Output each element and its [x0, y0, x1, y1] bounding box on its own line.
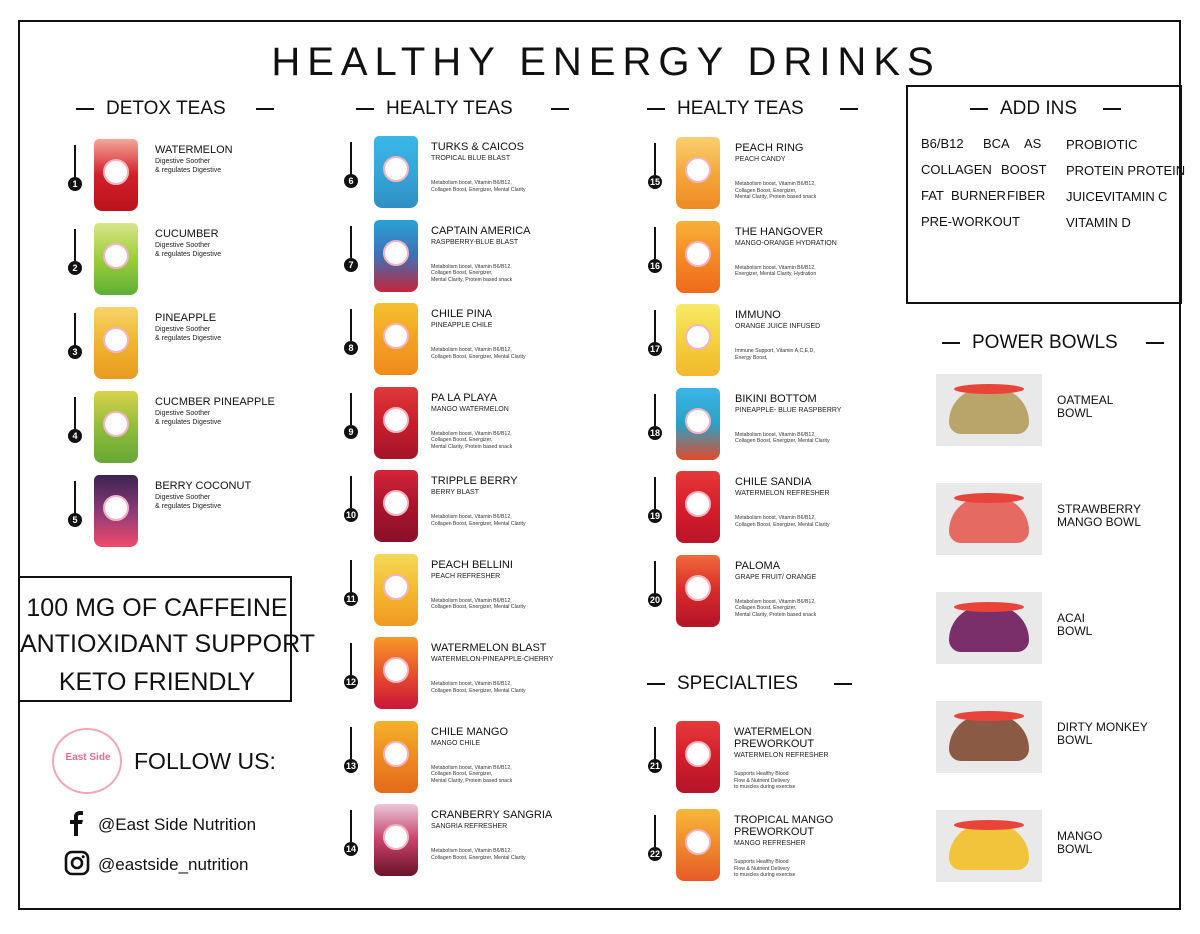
number-connector-line	[654, 815, 656, 847]
cup-logo-sticker	[685, 408, 711, 434]
cup-logo-sticker	[685, 829, 711, 855]
item-description: Metabolism boost, Vitamin B6/B12, Collagen Boost, Energizer, Mental Clarity	[431, 597, 526, 611]
bowl-topping	[954, 493, 1024, 503]
item-name: WATERMELON PREWORKOUT	[734, 726, 815, 750]
item-description: Metabolism boost, Vitamin B6/B12, Collagen Boost, Energizer, Mental Clarity	[431, 347, 526, 360]
bowl-topping	[954, 711, 1024, 721]
item-subtitle: Digestive Soother & regulates Digestive	[155, 410, 222, 426]
cup-logo-sticker	[383, 156, 409, 182]
brand-logo: East Side	[52, 728, 122, 794]
number-connector-line	[74, 481, 76, 513]
item-subtitle: Digestive Soother & regulates Digestive	[155, 326, 222, 342]
section-add-ins: ADD INS	[958, 98, 1133, 120]
drink-cup-image	[374, 721, 418, 793]
addin-juice: JUICE	[1066, 189, 1104, 204]
cup-logo-sticker	[383, 490, 409, 516]
item-number-badge: 6	[344, 174, 358, 188]
cup-logo-sticker	[685, 491, 711, 517]
item-number-badge: 11	[344, 592, 358, 606]
item-name: BIKINI BOTTOM	[735, 392, 817, 405]
instagram-icon[interactable]	[64, 850, 90, 876]
number-connector-line	[350, 643, 352, 675]
item-name: PALOMA	[735, 559, 781, 572]
item-name: CRANBERRY SANGRIA	[431, 809, 553, 821]
item-description: Metabolism boost, Vitamin B6/B12, Collagen Boost, Energizer, Mental Clarity	[431, 514, 526, 527]
number-connector-line	[654, 727, 656, 759]
number-connector-line	[350, 226, 352, 258]
facebook-icon[interactable]	[68, 810, 84, 836]
number-connector-line	[350, 727, 352, 759]
power-bowl-name: ACAI BOWL	[1057, 611, 1093, 638]
item-name: WATERMELON	[155, 144, 233, 156]
number-connector-line	[350, 560, 352, 592]
bowl-food	[949, 388, 1029, 434]
item-name: CHILE MANGO	[431, 725, 509, 738]
number-connector-line	[74, 145, 76, 177]
item-number-badge: 9	[344, 425, 358, 439]
section-healty-teas-1: HEALTY TEAS	[344, 98, 581, 120]
number-connector-line	[350, 393, 352, 425]
item-number-badge: 4	[68, 429, 82, 443]
item-subtitle: TROPICAL BLUE BLAST	[431, 155, 511, 162]
bowl-food	[949, 497, 1029, 543]
item-subtitle: SANGRIA REFRESHER	[431, 823, 508, 830]
item-number-badge: 14	[345, 844, 356, 854]
power-bowl-image	[936, 592, 1042, 664]
bowl-food	[949, 715, 1029, 761]
drink-cup-image	[94, 391, 138, 463]
item-number-badge: 3	[68, 345, 82, 359]
section-detox-teas: DETOX TEAS	[64, 98, 286, 120]
drink-cup-image	[676, 555, 720, 627]
drink-cup-image	[676, 221, 720, 293]
item-subtitle: PEACH REFRESHER	[431, 572, 501, 580]
item-number-badge: 7	[344, 258, 358, 272]
drink-cup-image	[374, 387, 418, 459]
addin-bca: BCA	[983, 136, 1010, 151]
cup-logo-sticker	[383, 323, 409, 349]
item-number-badge: 19	[649, 511, 660, 521]
addin-probiotic: PROBIOTIC	[1066, 137, 1138, 152]
drink-cup-image	[676, 809, 720, 881]
item-subtitle: WATERMELON REFRESHER	[734, 752, 829, 759]
item-number-badge: 18	[649, 427, 660, 438]
section-specialties: SPECIALTIES	[635, 673, 864, 695]
follow-us-label: FOLLOW US:	[134, 748, 276, 774]
item-subtitle: MANGO-ORANGE HYDRATION	[735, 239, 837, 247]
drink-cup-image	[676, 471, 720, 543]
item-name: TURKS & CAICOS	[431, 141, 524, 153]
item-name: CUCMBER PINEAPPLE	[155, 396, 275, 408]
item-description: Metabolism boost, Vitamin B6/B12, Collagen Boost, Energizer, Mental Clarity	[431, 681, 526, 694]
number-connector-line	[350, 810, 352, 842]
addin-vitamin: VITAMIN	[1103, 189, 1155, 204]
item-subtitle: BERRY BLAST	[431, 489, 479, 496]
bowl-topping	[954, 602, 1024, 612]
item-description: Metabolism boost, Vitamin B6/B12, Collagen Boost, Energizer, Mental Clarity, Protein based snack	[431, 263, 513, 283]
item-name: CHILE PINA	[431, 308, 493, 320]
drink-cup-image	[374, 303, 418, 375]
item-number-badge: 22	[649, 849, 660, 859]
item-subtitle: WATERMELON REFRESHER	[735, 490, 830, 497]
number-connector-line	[350, 476, 352, 508]
bowl-food	[949, 606, 1029, 652]
item-description: Metabolism boost, Vitamin B6/B12, Collagen Boost, Energizer, Mental Clarity, Protein based snack	[735, 181, 817, 201]
page-title: HEALTHY ENERGY DRINKS	[271, 40, 941, 84]
power-bowl-name: DIRTY MONKEY BOWL	[1057, 720, 1148, 747]
item-description: Supports Healthy Blood Flow & Nutrient Delivery to muscles during exercise	[734, 771, 796, 791]
item-description: Metabolism boost, Vitamin B6/B12, Collagen Boost, Energizer, Mental Clarity, Protein based snack	[735, 598, 817, 618]
number-connector-line	[654, 227, 656, 259]
addin-protein: PROTEIN PROTEIN	[1066, 163, 1186, 178]
addin-b6b12: B6/B12	[921, 136, 964, 151]
number-connector-line	[74, 313, 76, 345]
number-connector-line	[350, 309, 352, 341]
item-number-badge: 2	[68, 261, 82, 275]
item-name: PINEAPPLE	[155, 312, 217, 324]
drink-cup-image	[374, 470, 418, 542]
item-description: Metabolism boost, Vitamin B6/B12, Energizer, Mental Clarity, Hydration	[735, 264, 817, 278]
drink-cup-image	[374, 804, 418, 876]
item-subtitle: Digestive Soother & regulates Digestive	[155, 158, 222, 174]
number-connector-line	[654, 561, 656, 593]
caffeine-line: 100 MG OF CAFFEINE	[26, 594, 288, 622]
item-subtitle: Digestive Soother & regulates Digestive	[155, 494, 222, 510]
cup-logo-sticker	[685, 741, 711, 767]
item-name: PEACH RING	[735, 142, 804, 154]
drink-cup-image	[676, 304, 720, 376]
number-connector-line	[654, 143, 656, 175]
addin-vitamin-d: VITAMIN D	[1066, 215, 1131, 230]
addin-fiber: FIBER	[1007, 188, 1046, 203]
item-description: Metabolism boost, Vitamin B6/B12, Collagen Boost, Energizer, Mental Clarity, Protein based snack	[431, 430, 513, 450]
cup-logo-sticker	[103, 159, 129, 185]
item-subtitle: ORANGE JUICE INFUSED	[735, 323, 821, 330]
item-number-badge: 17	[649, 344, 660, 354]
bowl-food	[949, 824, 1029, 870]
power-bowl-name: OATMEAL BOWL	[1057, 393, 1114, 420]
item-number-badge: 16	[649, 260, 660, 271]
item-subtitle: PINEAPPLE- BLUE RASPBERRY	[735, 406, 842, 414]
cup-logo-sticker	[103, 411, 129, 437]
item-subtitle: Digestive Soother & regulates Digestive	[155, 242, 222, 258]
drink-cup-image	[374, 136, 418, 208]
caffeine-info-box	[18, 576, 315, 702]
cup-logo-sticker	[383, 407, 409, 433]
section-healty-teas-2: HEALTY TEAS	[635, 98, 870, 120]
number-connector-line	[654, 310, 656, 342]
item-name: THE HANGOVER	[735, 225, 824, 238]
drink-cup-image	[374, 637, 418, 709]
item-description: Metabolism boost, Vitamin B6/B12, Collagen Boost, Energizer, Mental Clarity, Protein based snack	[431, 764, 513, 784]
drink-cup-image	[94, 223, 138, 295]
number-connector-line	[74, 397, 76, 429]
item-number-badge: 1	[68, 177, 82, 191]
item-name: TRIPPLE BERRY	[431, 475, 518, 487]
drink-cup-image	[676, 721, 720, 793]
drink-cup-image	[676, 137, 720, 209]
cup-logo-sticker	[383, 240, 409, 266]
keto-line: KETO FRIENDLY	[58, 668, 256, 696]
item-subtitle: MANGO WATERMELON	[431, 405, 509, 413]
item-subtitle: PEACH CANDY	[735, 156, 786, 163]
addin-as: AS	[1024, 136, 1042, 151]
bowl-topping	[954, 820, 1024, 830]
addin-fat: FAT	[921, 188, 944, 203]
item-subtitle: RASPBERRY-BLUE BLAST	[431, 238, 519, 246]
power-bowl-image	[936, 701, 1042, 773]
item-name: BERRY COCONUT	[155, 480, 252, 492]
drink-cup-image	[676, 388, 720, 460]
facebook-handle[interactable]: @East Side Nutrition	[98, 815, 257, 834]
cup-logo-sticker	[103, 327, 129, 353]
drink-cup-image	[374, 220, 418, 292]
item-name: CHILE SANDIA	[735, 476, 812, 488]
cup-logo-sticker	[685, 575, 711, 601]
bowl-topping	[954, 384, 1024, 394]
item-subtitle: MANGO REFRESHER	[734, 840, 806, 847]
item-name: CAPTAIN AMERICA	[431, 224, 531, 237]
cup-logo-sticker	[383, 741, 409, 767]
drink-cup-image	[374, 554, 418, 626]
power-bowl-name: MANGO BOWL	[1057, 829, 1103, 856]
section-power-bowls: POWER BOWLS	[930, 332, 1176, 354]
item-number-badge: 13	[345, 760, 356, 771]
drink-cup-image	[94, 139, 138, 211]
item-subtitle: PINEAPPLE CHILE	[431, 322, 493, 329]
addin-burner: BURNER	[951, 188, 1006, 203]
addin-collagen: COLLAGEN	[921, 162, 992, 177]
item-number-badge: 8	[344, 341, 358, 355]
instagram-handle[interactable]: @eastside_nutrition	[98, 855, 249, 874]
item-number-badge: 21	[649, 761, 660, 771]
cup-logo-sticker	[383, 824, 409, 850]
antioxidant-line: ANTIOXIDANT SUPPORT	[20, 630, 315, 658]
drink-cup-image	[94, 307, 138, 379]
item-number-badge: 10	[345, 510, 356, 520]
addin-c: C	[1158, 189, 1168, 204]
item-name: IMMUNO	[735, 309, 781, 321]
power-bowl-image	[936, 810, 1042, 882]
number-connector-line	[654, 394, 656, 426]
item-number-badge: 15	[649, 177, 660, 187]
item-description: Metabolism boost, Vitamin B6/B12, Collagen Boost, Energizer, Mental Clarity	[431, 180, 526, 193]
cup-logo-sticker	[685, 324, 711, 350]
item-subtitle: MANGO CHILE	[431, 739, 481, 747]
item-description: Metabolism boost, Vitamin B6/B12, Collagen Boost, Energizer, Mental Clarity	[735, 431, 830, 445]
item-number-badge: 12	[345, 677, 356, 687]
power-bowl-image	[936, 483, 1042, 555]
item-description: Supports Healthy Blood Flow & Nutrient Delivery to muscles during exercise	[734, 859, 796, 879]
item-name: PEACH BELLINI	[431, 558, 513, 571]
cup-logo-sticker	[383, 657, 409, 683]
addin-boost: BOOST	[1001, 162, 1047, 177]
drink-cup-image	[94, 475, 138, 547]
power-bowl-image	[936, 374, 1042, 446]
item-name: WATERMELON BLAST	[431, 642, 547, 654]
number-connector-line	[654, 477, 656, 509]
item-name: TROPICAL MANGO PREWORKOUT	[734, 814, 834, 838]
item-subtitle: GRAPE FRUIT/ ORANGE	[735, 573, 817, 581]
item-name: PA LA PLAYA	[431, 391, 498, 404]
number-connector-line	[74, 229, 76, 261]
item-subtitle: WATERMELON-PINEAPPLE-CHERRY	[431, 656, 554, 663]
number-connector-line	[350, 142, 352, 174]
power-bowl-name: STRAWBERRY MANGO BOWL	[1057, 502, 1142, 529]
item-number-badge: 20	[649, 594, 660, 605]
cup-logo-sticker	[685, 157, 711, 183]
cup-logo-sticker	[685, 241, 711, 267]
cup-logo-sticker	[103, 495, 129, 521]
cup-logo-sticker	[383, 574, 409, 600]
addin-preworkout: PRE-WORKOUT	[921, 214, 1020, 229]
item-description: Metabolism boost, Vitamin B6/B12, Collagen Boost, Energizer, Mental Clarity	[431, 848, 526, 861]
item-number-badge: 5	[68, 513, 82, 527]
cup-logo-sticker	[103, 243, 129, 269]
item-description: Metabolism boost, Vitamin B6/B12, Collagen Boost, Energizer, Mental Clarity	[735, 515, 830, 528]
item-name: CUCUMBER	[155, 228, 219, 240]
item-description: Immune Support, Vitamin A,C,E,D, Energy Boost,	[735, 348, 815, 361]
